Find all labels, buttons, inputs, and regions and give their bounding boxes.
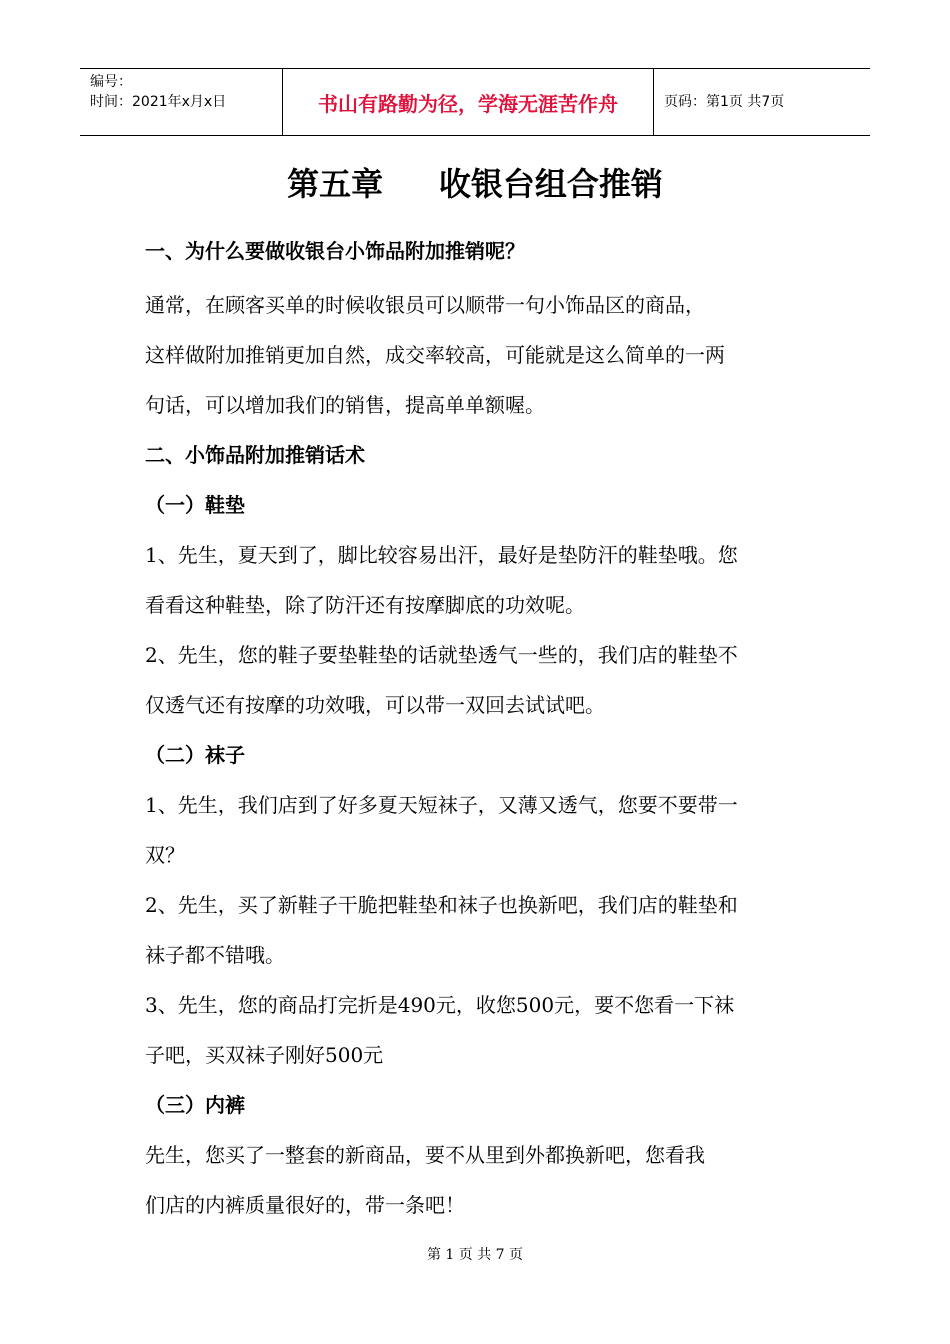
header-table	[80, 68, 870, 136]
page-info: 页码：第1页 共7页	[664, 94, 785, 110]
section-heading-1: 一、为什么要做收银台小饰品附加推销呢？	[145, 239, 525, 263]
chapter-title: 第五章 收银台组合推销	[287, 165, 663, 203]
paragraph-line: 子吧，买双袜子刚好500元	[145, 1043, 384, 1067]
paragraph-line: 通常，在顾客买单的时候收银员可以顺带一句小饰品区的商品，	[145, 293, 705, 317]
section-heading-2: 二、小饰品附加推销话术	[145, 443, 365, 467]
paragraph-line: 看看这种鞋垫，除了防汗还有按摩脚底的功效呢。	[145, 593, 585, 617]
page-footer: 第 1 页 共 7 页	[426, 1247, 524, 1263]
number-label: 编号：	[90, 74, 132, 90]
paragraph-line: 袜子都不错哦。	[145, 943, 285, 967]
paragraph-line: 先生，您买了一整套的新商品，要不从里到外都换新吧，您看我	[145, 1143, 705, 1167]
paragraph-line: 们店的内裤质量很好的，带一条吧！	[145, 1193, 465, 1217]
paragraph-line: 1、先生，夏天到了，脚比较容易出汗，最好是垫防汗的鞋垫哦。您	[145, 543, 738, 567]
paragraph-line: 这样做附加推销更加自然，成交率较高，可能就是这么简单的一两	[145, 343, 725, 367]
paragraph-line: 2、先生，买了新鞋子干脆把鞋垫和袜子也换新吧，我们店的鞋垫和	[145, 893, 738, 917]
subheading-socks: （二）袜子	[145, 743, 245, 767]
subheading-underwear: （三）内裤	[145, 1093, 245, 1117]
paragraph-line: 仅透气还有按摩的功效哦，可以带一双回去试试吧。	[145, 693, 605, 717]
paragraph-line: 2、先生，您的鞋子要垫鞋垫的话就垫透气一些的，我们店的鞋垫不	[145, 643, 738, 667]
paragraph-line: 3、先生，您的商品打完折是490元，收您500元，要不您看一下袜	[145, 993, 735, 1017]
subheading-insoles: （一）鞋垫	[145, 493, 245, 517]
paragraph-line: 双？	[145, 843, 185, 867]
time-label: 时间：2021年x月x日	[90, 94, 227, 110]
header-page-cell	[654, 69, 870, 135]
motto: 书山有路勤为径，学海无涯苦作舟	[318, 92, 618, 116]
paragraph-line: 1、先生，我们店到了好多夏天短袜子，又薄又透气，您要不要带一	[145, 793, 738, 817]
header-motto-cell	[282, 69, 654, 135]
header-info-cell	[80, 69, 282, 135]
paragraph-line: 句话，可以增加我们的销售，提高单单额喔。	[145, 393, 545, 417]
